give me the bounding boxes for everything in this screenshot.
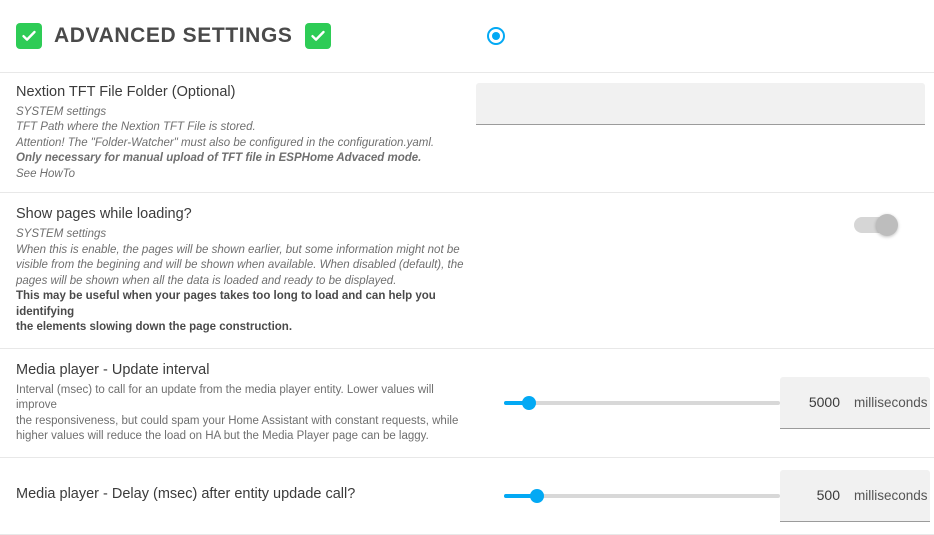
value-unit: milliseconds — [854, 394, 928, 410]
show-pages-toggle[interactable] — [854, 214, 900, 236]
description-line: SYSTEM settings — [16, 228, 107, 241]
setting-title: Media player - Update interval — [16, 361, 210, 378]
description-line: visible from the begining and will be shown when available. When disabled (default), the — [16, 259, 464, 272]
setting-row-show-pages — [0, 193, 934, 348]
description-line: This may be useful when your pages takes too long to load and can help you identifying — [16, 290, 436, 318]
setting-row-tft-folder — [0, 73, 934, 193]
tft-folder-input[interactable] — [476, 83, 925, 125]
description-line: Only necessary for manual upload of TFT file in ESPHome Advaced mode. — [16, 152, 422, 165]
description-line: TFT Path where the Nextion TFT File is stored. — [16, 121, 256, 134]
setting-label-group — [16, 83, 476, 182]
setting-title: Nextion TFT File Folder (Optional) — [16, 84, 236, 100]
setting-row-delay — [0, 458, 934, 535]
description-line: higher values will reduce the load on HA but the Media Player page can be laggy. — [16, 430, 429, 443]
setting-control-group — [476, 83, 925, 125]
description-line-howto[interactable]: See HowTo — [16, 167, 76, 180]
setting-control-group — [476, 470, 930, 522]
update-interval-value-box[interactable] — [780, 377, 930, 429]
setting-label-group — [16, 361, 476, 445]
setting-label-group — [16, 485, 476, 507]
setting-description — [16, 105, 468, 183]
setting-control-group — [476, 205, 918, 245]
description-line: Interval (msec) to call for an update from the media player entity. Lower values will improve — [16, 383, 434, 412]
description-line: Attention! The "Folder-Watcher" must also be configured in the configuration.yaml. — [16, 136, 435, 149]
setting-description — [16, 227, 468, 336]
page-title: ADVANCED SETTINGS — [54, 24, 293, 47]
setting-description — [16, 383, 468, 445]
slider-track — [504, 494, 780, 498]
update-interval-slider[interactable] — [504, 393, 780, 413]
slider-thumb[interactable] — [522, 396, 536, 410]
setting-title: Media player - Delay (msec) after entity updade call? — [16, 485, 356, 502]
setting-control-group — [476, 377, 930, 429]
description-line: SYSTEM settings — [16, 105, 107, 118]
radio-outer — [487, 27, 505, 45]
value-unit: milliseconds — [854, 487, 928, 503]
description-line: the responsiveness, but could spam your Home Assistant with constant requests, while — [16, 414, 459, 427]
radio-inner — [492, 32, 500, 40]
checkmark-icon-right[interactable] — [305, 23, 331, 49]
slider-track — [504, 401, 780, 405]
value-number: 500 — [816, 487, 840, 504]
delay-slider[interactable] — [504, 486, 780, 506]
page-header — [0, 0, 934, 73]
toggle-knob[interactable] — [876, 214, 898, 236]
value-number: 5000 — [808, 394, 840, 411]
radio-selected-icon[interactable] — [484, 24, 508, 48]
checkmark-icon-left[interactable] — [16, 23, 42, 49]
description-line: When this is enable, the pages will be shown earlier, but some information might not be — [16, 243, 460, 256]
setting-row-update-interval — [0, 349, 934, 458]
slider-thumb[interactable] — [530, 489, 544, 503]
description-line: pages will be shown when all the data is loaded and ready to be displayed. — [16, 274, 397, 287]
setting-title: Show pages while loading? — [16, 206, 192, 223]
description-line: the elements slowing down the page construction. — [16, 321, 293, 334]
delay-value-box[interactable] — [780, 470, 930, 522]
setting-label-group — [16, 205, 476, 335]
